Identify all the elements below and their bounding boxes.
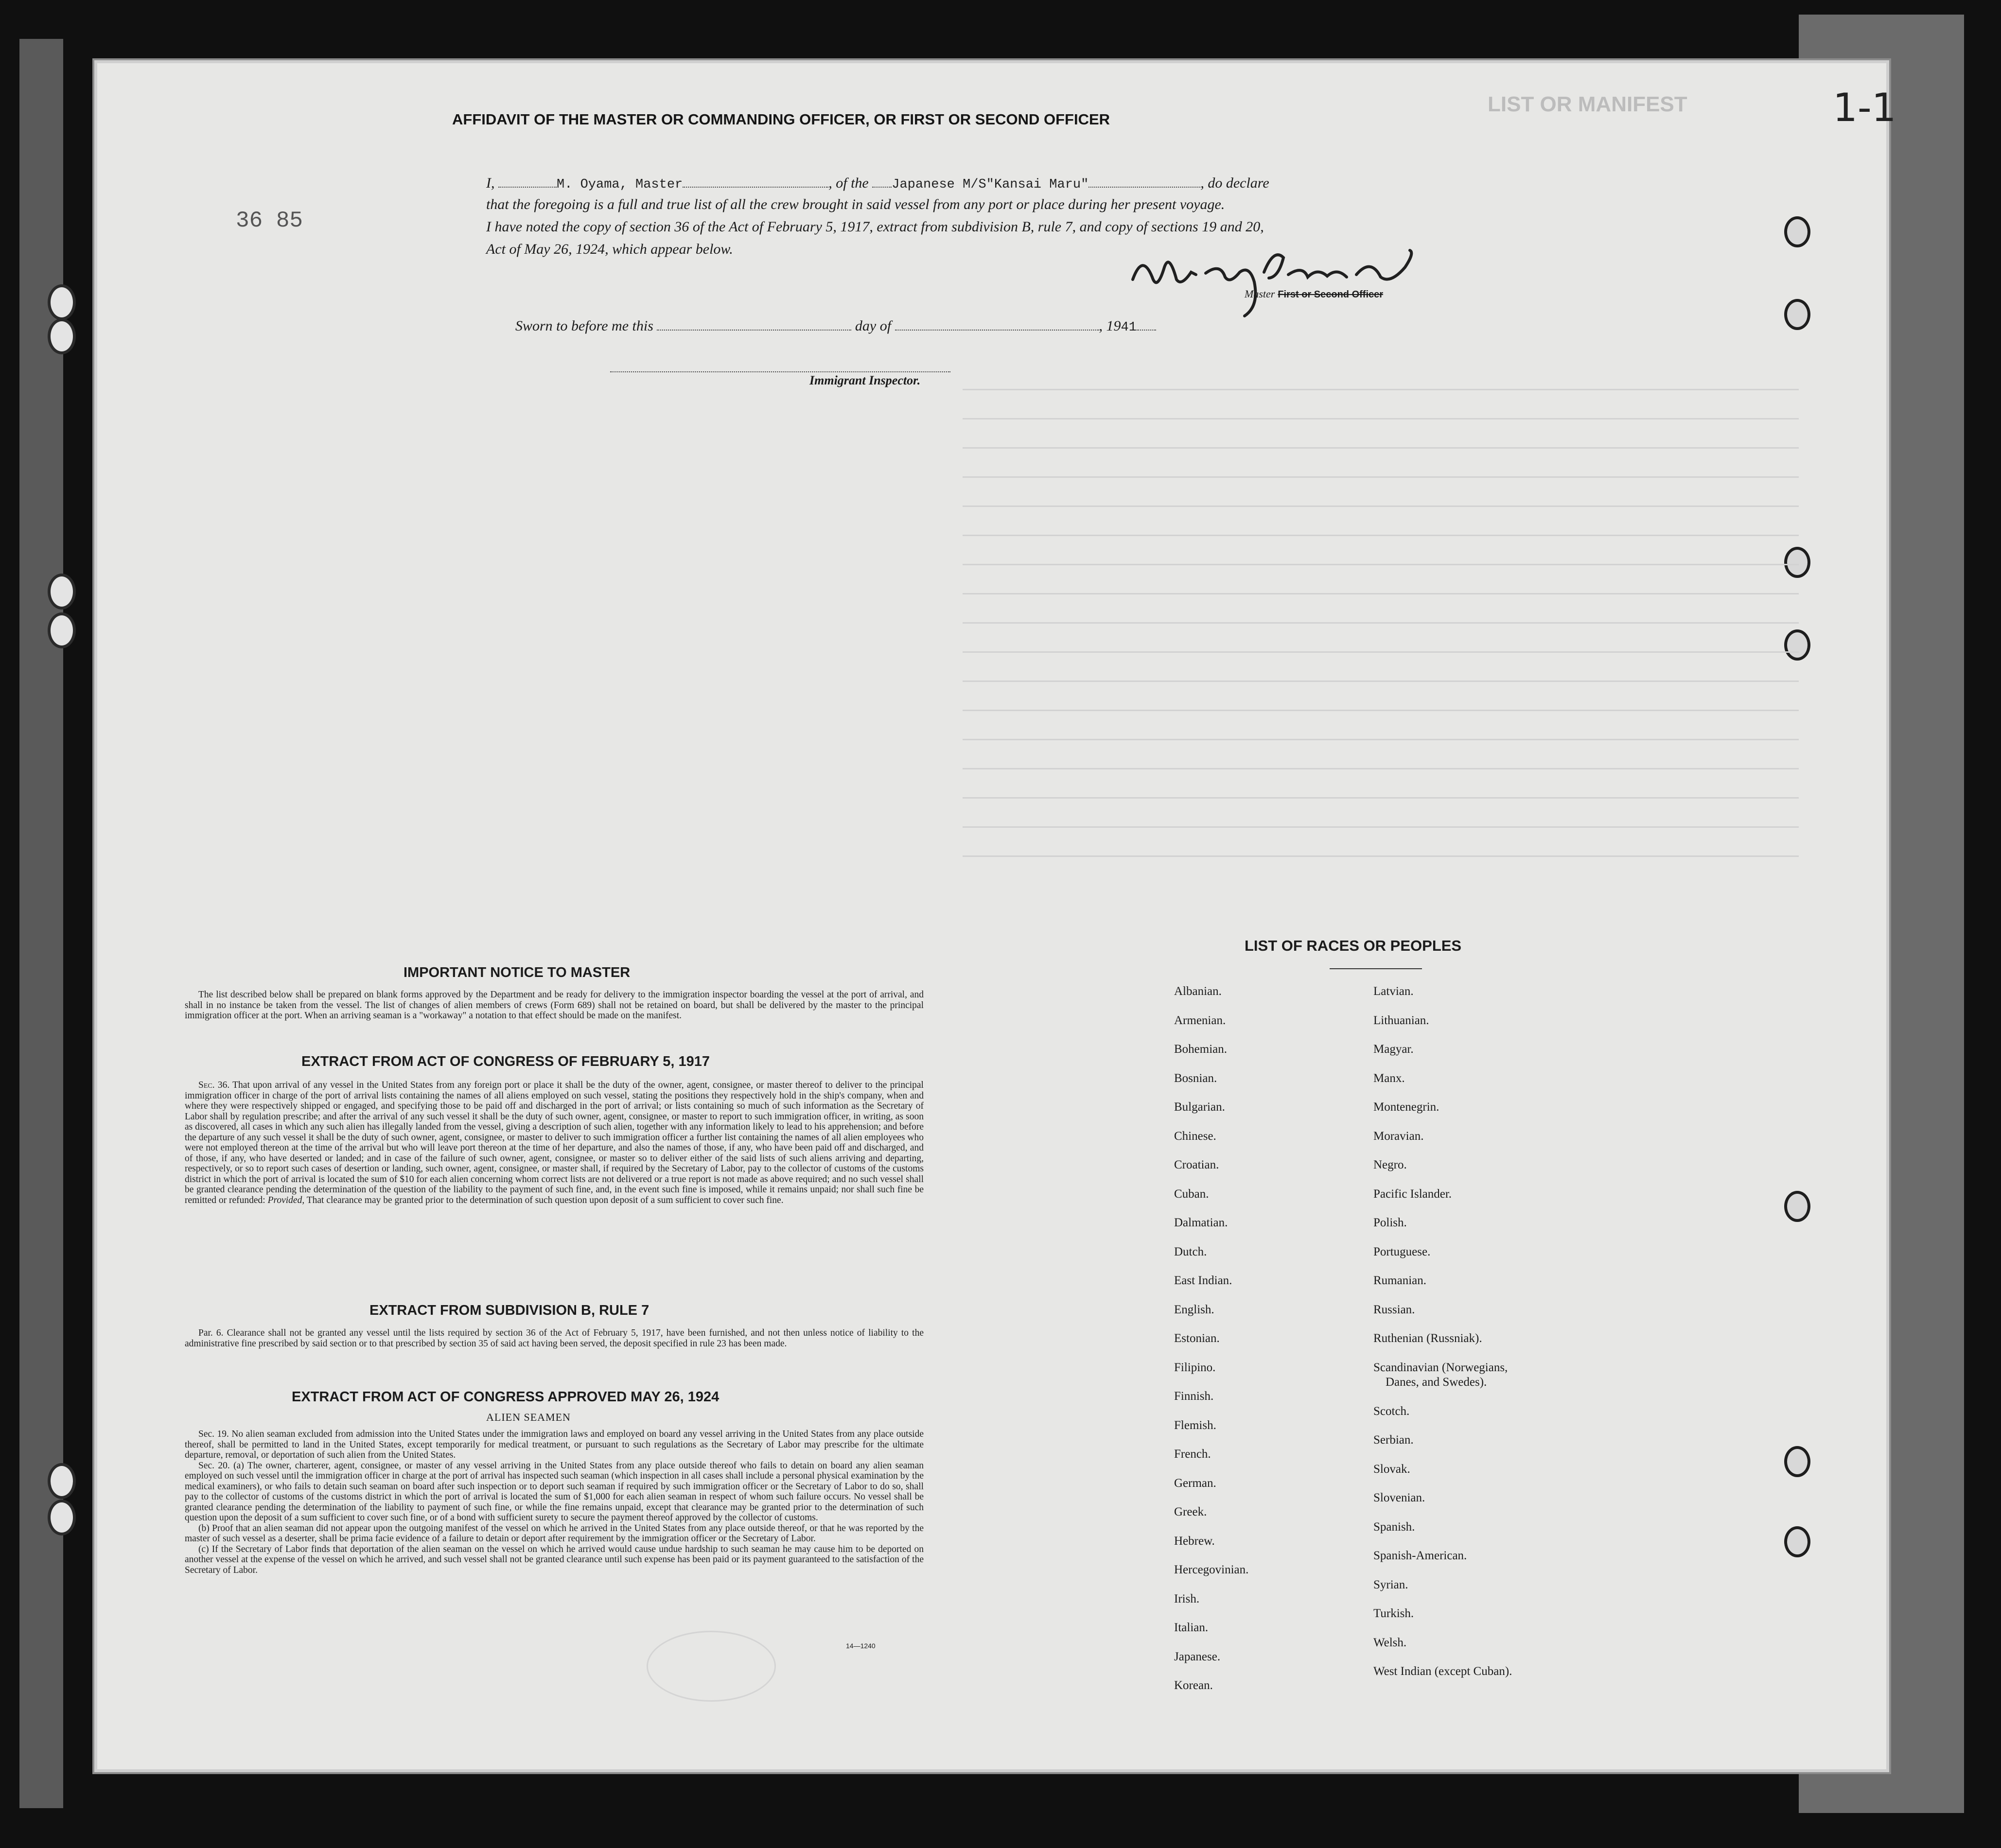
punch-hole <box>48 1499 76 1535</box>
race-item: Lithuanian. <box>1373 1013 1429 1027</box>
punch-hole <box>48 574 76 610</box>
bleed-through-header: LIST OR MANIFEST <box>1488 92 1687 116</box>
race-item: Italian. <box>1174 1621 1209 1634</box>
extract-1924-text: Sec. 19. No alien seaman excluded from admission into the United States under the immigration laws and employed on board any vessel arriving in the United States from any place outside thereof, shall be permitted to land in the United States, except temporarily for medical treatment, or pursuant to such regulations as the Secretary of Labor may prescribe for the ultimate departure, removal, or deportation of such alien from the United States. Sec. 20. (a) The owner, charterer, agent, consignee, or master of any vessel arriving in the United States from any place outside thereof who fails to detain on board any alien seaman employed on such vessel until the immigration officer in charge at the port of arrival has inspected such seaman (which inspection in all cases shall include a personal physical examination by the medical examiners), or who fails to detain such seaman on board after such inspection or to deport such seaman if required by such immigration officer or the Secretary of Labor to do so, shall pay to the collector of customs of the customs district in which the port of arrival is located the sum of $1,000 for each alien seaman in respect of whom such failure occurs. No vessel shall be granted clearance pending the determination of the liability to payment of such fine, or while the fine remains unpaid, except that clearance may be granted prior to the determination of such question upon the deposit of a sum sufficient to cover such fine, or of a bond with sufficient surety to secure the payment thereof approved by the collector of customs. (b) Proof that an alien seaman did not appear upon the outgoing manifest of the vessel on which he arrived in the United States from any place outside thereof, or that he was reported by the master of such vessel as a deserter, shall be prima facie evidence of a failure to detain or deport after requirement by the immigration officer or the Secretary of Labor. (c) If the Secretary of Labor finds that deportation of the alien seaman on the vessel on which he arrived would cause undue hardship to such seaman he may cause him to be deported on another vessel at the expense of the vessel on which he arrived, and such vessel shall not be granted clearance until such expense has been paid or its payment guaranteed to the satisfaction of the Secretary of Labor. <box>185 1429 924 1575</box>
race-item: Dalmatian. <box>1174 1216 1228 1229</box>
master-name-field: M. Oyama, Master <box>557 177 683 192</box>
race-item: Korean. <box>1174 1679 1213 1692</box>
race-item: Scandinavian (Norwegians, <box>1373 1360 1508 1374</box>
race-item: French. <box>1174 1447 1211 1461</box>
race-item: Ruthenian (Russniak). <box>1373 1332 1482 1345</box>
faint-seal-stamp <box>647 1631 776 1702</box>
race-item: Magyar. <box>1373 1043 1414 1056</box>
race-item: German. <box>1174 1476 1216 1490</box>
punch-hole <box>1784 1526 1810 1557</box>
race-item: Danes, and Swedes). <box>1386 1375 1487 1389</box>
punch-hole <box>48 1463 76 1499</box>
race-item: Spanish. <box>1373 1520 1415 1534</box>
race-item: Turkish. <box>1373 1607 1414 1620</box>
race-item: Armenian. <box>1174 1013 1226 1027</box>
rule7-text: Par. 6. Clearance shall not be granted any vessel until the lists required by section 36 of the Act of February 5, 1917, have been furnished, and not then unless notice of liability to the administrative fine prescribed by said section or to that prescribed by section 35 of said act having been served, the deposit specified in rule 23 has been made. <box>185 1328 924 1349</box>
rule7-title: EXTRACT FROM SUBDIVISION B, RULE 7 <box>369 1303 649 1318</box>
affidavit-line-4: Act of May 26, 1924, which appear below. <box>486 241 733 257</box>
race-item: Estonian. <box>1174 1332 1220 1345</box>
race-item: Polish. <box>1373 1216 1407 1229</box>
race-item: Flemish. <box>1174 1418 1216 1432</box>
signature-text: M. Oyama <box>1123 238 1125 239</box>
affidavit-declaration-line <box>486 174 1269 192</box>
race-item: Dutch. <box>1174 1245 1207 1258</box>
alien-seamen-subtitle: ALIEN SEAMEN <box>486 1411 571 1423</box>
races-title-rule <box>1330 968 1422 969</box>
race-item: Albanian. <box>1174 985 1222 998</box>
race-item: East Indian. <box>1174 1274 1232 1287</box>
races-title: LIST OF RACES OR PEOPLES <box>1245 937 1462 954</box>
race-item: Hercegovinian. <box>1174 1563 1249 1576</box>
race-item: Finnish. <box>1174 1390 1214 1403</box>
notice-text: The list described below shall be prepared on blank forms approved by the Department and be ready for delivery to the immigration inspector boarding the vessel at the port of arrival, and shall in no instance be taken from the vessel. The list of changes of alien members of crews (Form 689) shall not be retained on board, but shall be delivered by the master to the principal immigration officer at the port. When an arriving seaman is a "workaway" a notation to that effect should be made on the manifest. <box>185 990 924 1021</box>
race-item: Latvian. <box>1373 985 1414 998</box>
sworn-line <box>515 317 1156 335</box>
race-item: Negro. <box>1373 1158 1407 1171</box>
race-item: Manx. <box>1373 1071 1405 1085</box>
extract-1917-text: Sec. 36. That upon arrival of any vessel in the United States from any foreign port or place it shall be the duty of the owner, agent, consignee, or master thereof to deliver to the principal immigration officer in charge of the port of arrival lists containing the names of all aliens employed on such vessel, stating the positions they respectively hold in the ship's company, when and where they were respectively shipped or engaged, and specifying those to be paid off and discharged in the port of arrival; or lists containing so much of such information as the Secretary of Labor shall by regulation prescribe; and after the arrival of any such vessel it shall be the duty of such owner, agent, consignee, or master to report to such immigration officer, in writing, as soon as discovered, all cases in which any such alien has illegally landed from the vessel, giving a description of such alien, together with any information likely to lead to his apprehension; and before the departure of any such vessel it shall be the duty of such owner, agent, consignee, or master to deliver to such immigration officer a further list containing the names of all alien employees who were not employed thereon at the time of the arrival but who will leave port thereon at the time of her departure, and also the names of those, if any, who have been paid off and discharged, and of those, if any, who have deserted or landed; and in case of the failure of such owner, agent, consignee, or master so to deliver either of the said lists of such aliens arriving and departing, respectively, or so to report such cases of desertion or landing, such owner, agent, consignee, or master shall, if required by the Secretary of Labor, pay to the collector of customs of the customs district in which the port of arrival is located the sum of $10 for each alien concerning whom correct lists are not delivered or a true report is not made as above required; and no such vessel shall be granted clearance pending the determination of the question of the liability to the payment of such fine, and, in the event such fine is imposed, while it remains unpaid; nor shall such fine be remitted or refunded: Provided, That clearance may be granted prior to the determination of such question upon deposit of a sum sufficient to cover such fine. <box>185 1080 924 1205</box>
race-item: Croatian. <box>1174 1158 1219 1171</box>
race-item: Slovak. <box>1373 1462 1410 1476</box>
year-field: 41 <box>1121 320 1137 335</box>
do-declare-label: , do declare <box>1200 175 1269 191</box>
stamp-number: 36 85 <box>236 208 303 233</box>
punch-hole <box>1784 299 1810 330</box>
affidavit-title: AFFIDAVIT OF THE MASTER OR COMMANDING OFFICER, OR FIRST OR SECOND OFFICER <box>452 111 1110 128</box>
race-item: Cuban. <box>1174 1187 1209 1201</box>
race-item: Syrian. <box>1373 1578 1408 1591</box>
signature-role <box>1245 288 1383 300</box>
race-item: Rumanian. <box>1373 1274 1427 1287</box>
inspector-signature-line <box>610 371 950 372</box>
race-item: Slovenian. <box>1373 1491 1425 1504</box>
race-item: Japanese. <box>1174 1650 1221 1663</box>
affidavit-line-3: I have noted the copy of section 36 of the Act of February 5, 1917, extract from subdivision B, rule 7, and copy of sections 19 and 20, <box>486 219 1264 235</box>
race-item: Pacific Islander. <box>1373 1187 1452 1201</box>
page-mark: 1-1 <box>1833 85 1896 130</box>
race-item: Moravian. <box>1373 1129 1424 1143</box>
vessel-name-field: Japanese M/S"Kansai Maru" <box>892 177 1089 192</box>
race-item: Portuguese. <box>1373 1245 1431 1258</box>
i-label: I, <box>486 175 495 191</box>
of-the-label: , of the <box>828 175 869 191</box>
race-item: Irish. <box>1174 1592 1200 1605</box>
year-prefix: , 19 <box>1099 318 1121 334</box>
race-item: English. <box>1174 1303 1214 1316</box>
race-item: Welsh. <box>1373 1636 1407 1649</box>
extract-1917-title: EXTRACT FROM ACT OF CONGRESS OF FEBRUARY 5, 1917 <box>301 1054 710 1069</box>
race-item: Filipino. <box>1174 1360 1216 1374</box>
race-item: Montenegrin. <box>1373 1100 1439 1114</box>
day-of-label: day of <box>855 318 892 334</box>
race-item: Chinese. <box>1174 1129 1216 1143</box>
race-item: Hebrew. <box>1174 1534 1215 1548</box>
race-item: Scotch. <box>1373 1404 1410 1418</box>
punch-hole <box>48 318 76 354</box>
struck-officer-label: First or Second Officer <box>1278 289 1384 300</box>
race-item: Bulgarian. <box>1174 1100 1225 1114</box>
notice-title: IMPORTANT NOTICE TO MASTER <box>404 965 631 980</box>
race-item: Serbian. <box>1373 1433 1414 1447</box>
race-item: Russian. <box>1373 1303 1415 1316</box>
punch-hole <box>48 284 76 320</box>
form-number: 14—1240 <box>846 1642 876 1650</box>
race-item: Greek. <box>1174 1505 1207 1518</box>
punch-hole <box>1784 216 1810 247</box>
affidavit-line-2: that the foregoing is a full and true list of all the crew brought in said vessel from any port or place during her present voyage. <box>486 196 1225 212</box>
inspector-label: Immigrant Inspector. <box>809 373 921 387</box>
race-item: Spanish-American. <box>1373 1549 1467 1562</box>
race-item: West Indian (except Cuban). <box>1373 1665 1512 1678</box>
sworn-label: Sworn to before me this <box>515 318 653 334</box>
punch-hole <box>48 612 76 648</box>
race-item: Bohemian. <box>1174 1043 1228 1056</box>
extract-1924-title: EXTRACT FROM ACT OF CONGRESS APPROVED MAY 26, 1924 <box>292 1389 720 1405</box>
master-signature <box>1123 238 1424 321</box>
race-item: Bosnian. <box>1174 1071 1217 1085</box>
master-label: Master <box>1245 288 1275 300</box>
